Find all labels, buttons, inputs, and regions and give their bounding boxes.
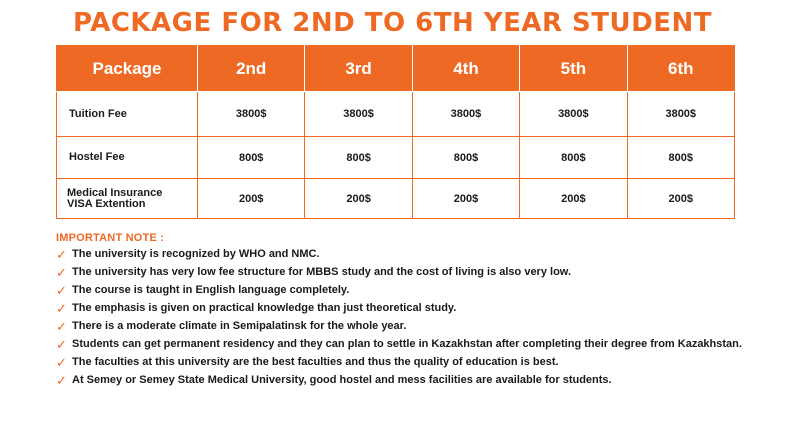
table-cell: 3800$ bbox=[520, 92, 627, 137]
table-cell: 800$ bbox=[412, 137, 519, 179]
note-text: The course is taught in English language completely. bbox=[72, 284, 350, 296]
table-cell: 800$ bbox=[198, 137, 305, 179]
note-text: The emphasis is given on practical knowledge than just theoretical study. bbox=[72, 302, 457, 314]
check-mark-icon: ✓ bbox=[56, 247, 67, 262]
header-package: Package bbox=[57, 46, 198, 92]
table-row bbox=[57, 137, 735, 179]
header-4th: 4th bbox=[412, 46, 519, 92]
table-cell: 3800$ bbox=[627, 92, 734, 137]
table-cell: 200$ bbox=[198, 179, 305, 219]
table-cell: 3800$ bbox=[198, 92, 305, 137]
list-item bbox=[56, 356, 756, 369]
table-row bbox=[57, 179, 735, 219]
check-mark-icon: ✓ bbox=[56, 373, 67, 388]
check-mark-icon: ✓ bbox=[56, 337, 67, 352]
check-mark-icon: ✓ bbox=[56, 319, 67, 334]
table-cell: 800$ bbox=[520, 137, 627, 179]
note-text: There is a moderate climate in Semipalatinsk for the whole year. bbox=[72, 320, 407, 332]
row-label-tuition-fee: Tuition Fee bbox=[57, 92, 198, 137]
table-cell: 200$ bbox=[627, 179, 734, 219]
row-label-medical-insurance bbox=[57, 179, 198, 219]
important-note-list bbox=[56, 248, 756, 392]
table-cell: 3800$ bbox=[305, 92, 412, 137]
table-cell: 200$ bbox=[412, 179, 519, 219]
list-item bbox=[56, 248, 756, 261]
note-text: The faculties at this university are the best faculties and thus the quality of education is best. bbox=[72, 356, 559, 368]
row-label-line-1: Medical Insurance bbox=[67, 186, 163, 199]
table-cell: 200$ bbox=[305, 179, 412, 219]
check-mark-icon: ✓ bbox=[56, 301, 67, 316]
note-text: The university is recognized by WHO and NMC. bbox=[72, 248, 320, 260]
important-note-heading: IMPORTANT NOTE : bbox=[56, 232, 165, 244]
table-header-row bbox=[57, 46, 735, 92]
header-6th: 6th bbox=[627, 46, 734, 92]
row-label-line-2: VISA Extention bbox=[67, 197, 146, 210]
table-cell: 3800$ bbox=[412, 92, 519, 137]
check-mark-icon: ✓ bbox=[56, 265, 67, 280]
note-text: The university has very low fee structure for MBBS study and the cost of living is also very low. bbox=[72, 266, 571, 278]
fee-table bbox=[56, 45, 735, 219]
header-3rd: 3rd bbox=[305, 46, 412, 92]
check-mark-icon: ✓ bbox=[56, 355, 67, 370]
table-row bbox=[57, 92, 735, 137]
page-title: PACKAGE FOR 2ND TO 6TH YEAR STUDENT bbox=[73, 8, 712, 38]
note-text: Students can get permanent residency and they can plan to settle in Kazakhstan after completing their degree from Kazakhstan. bbox=[72, 338, 742, 350]
table-cell: 200$ bbox=[520, 179, 627, 219]
header-2nd: 2nd bbox=[198, 46, 305, 92]
list-item bbox=[56, 374, 756, 387]
list-item bbox=[56, 338, 756, 351]
row-label-hostel-fee: Hostel Fee bbox=[57, 137, 198, 179]
header-5th: 5th bbox=[520, 46, 627, 92]
list-item bbox=[56, 320, 756, 333]
list-item bbox=[56, 302, 756, 315]
list-item bbox=[56, 266, 756, 279]
table-cell: 800$ bbox=[627, 137, 734, 179]
note-text: At Semey or Semey State Medical University, good hostel and mess facilities are available for students. bbox=[72, 374, 612, 386]
table-cell: 800$ bbox=[305, 137, 412, 179]
check-mark-icon: ✓ bbox=[56, 283, 67, 298]
list-item bbox=[56, 284, 756, 297]
